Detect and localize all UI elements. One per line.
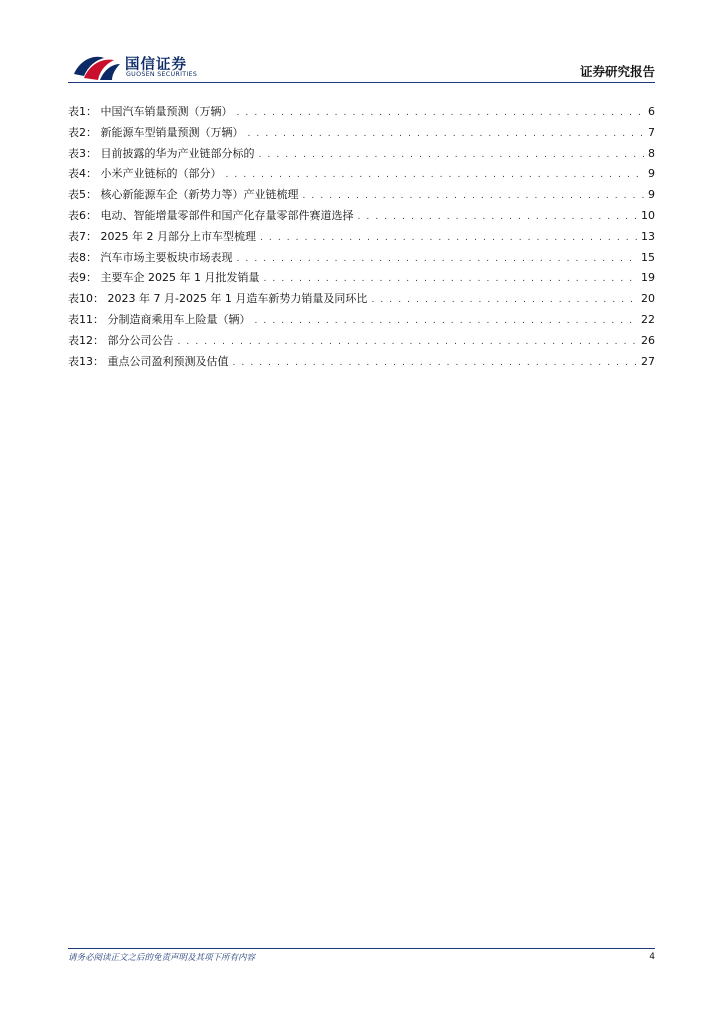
toc-entry-label: 表6： 电动、智能增量零部件和国产化存量零部件赛道选择 [68,208,354,222]
toc-entry-label: 表5： 核心新能源车企（新势力等）产业链梳理 [68,188,299,202]
toc-entry-page: 15 [641,250,655,264]
toc-leader-dots [303,186,645,207]
logo-chinese-name: 国信证券 [125,57,187,73]
toc-entry-page: 22 [641,312,655,326]
toc-entry[interactable] [68,248,655,269]
toc-leader-dots [226,165,645,186]
toc-entry[interactable] [68,331,655,352]
page-number: 4 [649,952,655,962]
toc-entry[interactable] [68,289,655,310]
toc-entry[interactable] [68,227,655,248]
toc-entry-page: 6 [648,105,655,118]
toc-entry-page: 26 [641,333,655,347]
toc-entry[interactable] [68,352,655,373]
toc-entry-label: 表1： 中国汽车销量预测（万辆） [68,105,233,118]
toc-entry-label: 表9： 主要车企 2025 年 1 月批发销量 [68,271,260,285]
toc-entry-page: 8 [648,146,655,160]
toc-leader-dots [233,353,638,374]
toc-leader-dots [237,249,638,270]
toc-entry-page: 19 [641,271,655,285]
toc-entry-label: 表8： 汽车市场主要板块市场表现 [68,250,233,264]
toc-leader-dots [263,269,637,290]
toc-entry-label: 表4： 小米产业链标的（部分） [68,167,222,181]
toc-entry-label: 表11： 分制造商乘用车上险量（辆） [68,312,251,326]
toc-entry-label: 表13： 重点公司盈利预测及估值 [68,354,229,368]
toc-entry-page: 7 [648,125,655,139]
toc-entry[interactable] [68,164,655,185]
footer-disclaimer: 请务必阅读正文之后的免责声明及其项下所有内容 [68,953,256,963]
header-divider [68,82,655,83]
toc-entry[interactable] [68,102,655,123]
toc-entry[interactable] [68,310,655,331]
toc-entry-label: 表7： 2025 年 2 月部分上市车型梳理 [68,229,256,243]
toc-entry-page: 9 [648,188,655,202]
toc-entry-page: 9 [648,167,655,181]
toc-entry-page: 13 [641,229,655,243]
toc-entry[interactable] [68,185,655,206]
guosen-logo [70,50,210,84]
toc-entry-label: 表3： 目前披露的华为产业链部分标的 [68,146,255,160]
report-type-label: 证券研究报告 [579,64,655,79]
toc-entry[interactable] [68,144,655,165]
guosen-logo-icon [70,50,122,84]
toc-entry-label: 表12： 部分公司公告 [68,333,174,347]
toc-leader-dots [178,332,638,353]
toc-leader-dots [259,145,645,166]
toc-entry-page: 10 [641,208,655,222]
toc-entry-label: 表10： 2023 年 7 月-2025 年 1 月造车新势力销量及同环比 [68,292,368,306]
toc-leader-dots [248,124,645,145]
toc-entry[interactable] [68,268,655,289]
toc-leader-dots [358,207,638,228]
toc-entry-page: 20 [641,292,655,306]
toc-entry-label: 表2： 新能源车型销量预测（万辆） [68,125,244,139]
toc-leader-dots [260,228,637,249]
toc-leader-dots [255,311,638,332]
toc-leader-dots [237,103,645,124]
footer-divider [68,948,655,949]
toc-leader-dots [371,290,637,311]
logo-english-name: GUOSEN SECURITIES [126,71,198,78]
table-of-tables [68,102,655,372]
toc-entry[interactable] [68,206,655,227]
toc-entry[interactable] [68,123,655,144]
page-header [0,0,724,90]
toc-entry-page: 27 [641,354,655,368]
